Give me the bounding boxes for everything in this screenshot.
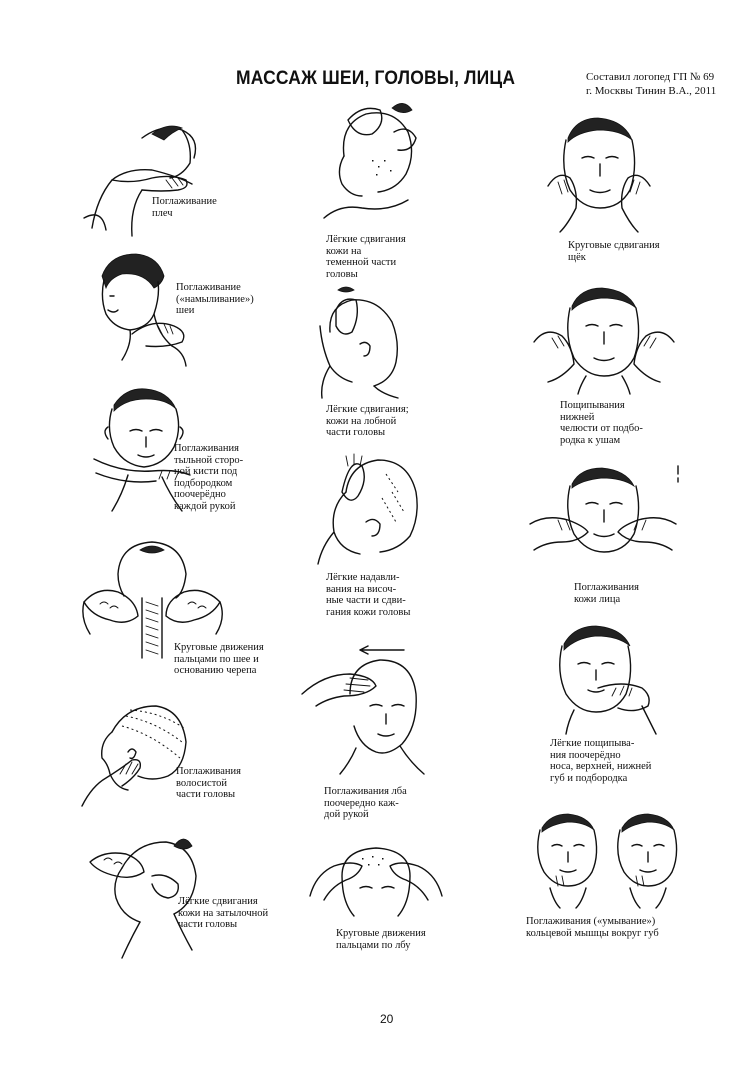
nose-lip-pinching-illustration — [538, 622, 708, 737]
exercise-face-stroking — [528, 462, 698, 612]
lip-washing-illustration — [520, 810, 720, 910]
author-line-2: г. Москвы Тинин В.А., 2011 — [586, 85, 717, 97]
caption-parietal-shift: Лёгкие сдвигания кожи на теменной части головы — [326, 234, 406, 280]
exercise-frontal-shift — [316, 286, 426, 446]
exercise-scalp-stroking — [82, 702, 262, 812]
exercise-forehead-stroking — [300, 640, 470, 830]
frontal-shift-illustration — [316, 286, 426, 401]
exercise-neck-circles — [80, 538, 280, 678]
shoulder-stroking-illustration — [82, 118, 232, 238]
exercise-forehead-circles — [306, 836, 446, 956]
temple-press-illustration — [316, 452, 446, 567]
exercise-lip-washing — [520, 810, 720, 955]
exercise-temple-press — [316, 452, 446, 622]
exercise-neck-soaping — [92, 248, 252, 368]
caption-forehead-circles: Круговые движения пальцами по лбу — [336, 928, 426, 951]
caption-temple-press: Лёгкие надавли- вания на височ- ные части и сдви- гания кожи головы — [326, 572, 411, 618]
caption-lip-washing: Поглаживания («умывание») кольцевой мышцы вокруг губ — [526, 916, 659, 939]
parietal-shift-illustration — [316, 100, 426, 230]
exercise-nose-lip-pinching — [538, 622, 708, 797]
author-line-1: Составил логопед ГП № 69 — [586, 71, 715, 83]
caption-chin-stroking: Поглаживания тыльной сторо- ной кисти под подбородком поочерёдно каждой рукой — [174, 443, 244, 512]
caption-shoulder-stroking: Поглаживание плеч — [152, 196, 217, 219]
caption-forehead-stroking: Поглаживания лба поочередно каж- дой рукой — [324, 786, 407, 820]
caption-neck-circles: Круговые движения пальцами по шее и основанию черепа — [174, 642, 264, 676]
forehead-stroking-illustration — [300, 640, 470, 780]
caption-cheek-circles: Круговые сдвигания щёк — [568, 240, 660, 263]
caption-jaw-pinching: Пощипывания нижней челюсти от подбо- родка к ушам — [560, 400, 643, 446]
exercise-occipital-shift — [82, 832, 282, 962]
exercise-shoulder-stroking — [82, 118, 232, 238]
exercise-parietal-shift — [316, 100, 426, 280]
caption-neck-soaping: Поглаживание («намыливание») шеи — [176, 282, 254, 316]
author-note — [586, 70, 716, 98]
exercise-chin-stroking — [92, 385, 272, 520]
caption-nose-lip-pinching: Лёгкие пощипыва- ния поочерёдно носа, верхней, нижней губ и подбородка — [550, 738, 652, 784]
caption-frontal-shift: Лёгкие сдвигания; кожи на лобной части головы — [326, 404, 409, 438]
page-title: МАССАЖ ШЕИ, ГОЛОВЫ, ЛИЦА — [236, 68, 516, 89]
exercise-jaw-pinching — [532, 282, 702, 452]
caption-scalp-stroking: Поглаживания волосистой части головы — [176, 766, 241, 800]
jaw-pinching-illustration — [532, 282, 702, 397]
exercise-cheek-circles — [546, 112, 696, 267]
cheek-circles-illustration — [546, 112, 696, 237]
page-number: 20 — [380, 1012, 394, 1026]
caption-face-stroking: Поглаживания кожи лица — [574, 582, 639, 605]
face-stroking-illustration — [528, 462, 698, 572]
caption-occipital-shift: Лёгкие сдвигания кожи на затылочной части головы — [178, 896, 269, 930]
forehead-circles-illustration — [306, 836, 446, 926]
